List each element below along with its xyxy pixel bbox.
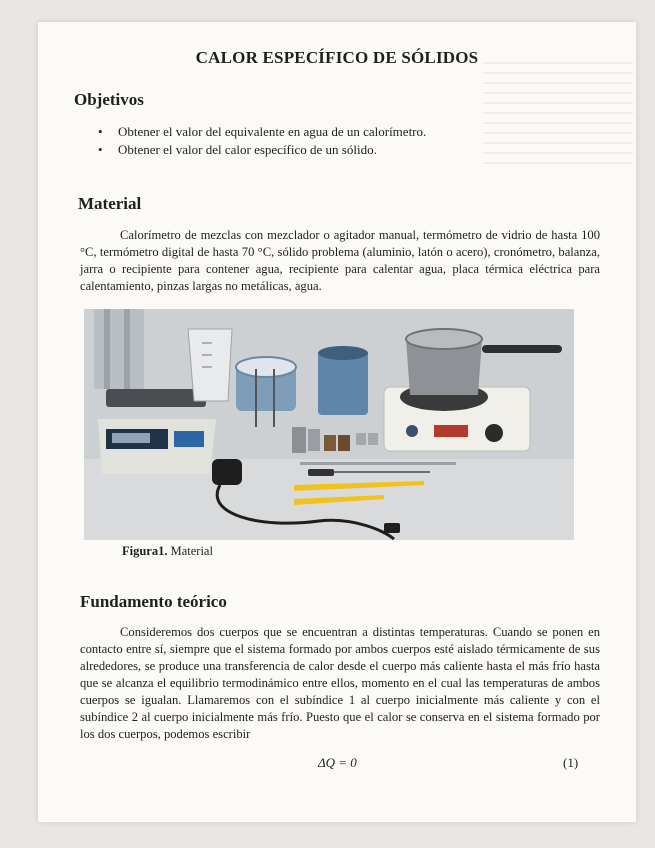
list-item-text: Obtener el valor del equivalente en agua de un calorímetro. (118, 124, 427, 139)
figure-label: Figura1. (122, 544, 168, 558)
bullet-dot-icon: • (98, 124, 103, 139)
list-item-text: Obtener el valor del calor específico de un sólido. (118, 142, 377, 157)
fundamento-heading: Fundamento teórico (80, 592, 227, 611)
list-item (96, 123, 426, 141)
bullet-dot-icon: • (98, 142, 103, 157)
material-photo (84, 309, 574, 540)
material-paragraph: Calorímetro de mezclas con mezclador o agitador manual, termómetro de vidrio de hasta 100 °C, termómetro digital de hasta 70 °C, sólido problema (aluminio, latón o acero), cronómetro, balanza, jarra o recipiente para contener agua, recipiente para calentar agua, placa térmica eléctrica para calentamiento, pinzas largas no metálicas, agua. (80, 228, 600, 293)
equation-number: (1) (563, 755, 579, 770)
objetivos-list (96, 123, 426, 159)
material-photo-illustration (84, 309, 574, 540)
bleed-through-text (483, 62, 633, 172)
fundamento-paragraph: Consideremos dos cuerpos que se encuentran a distintas temperaturas. Cuando se ponen en contacto entre sí, siempre que el sistema formado por ambos cuerpos esté aislado térmicamente de sus alrededores, se produce una transferencia de calor desde el cuerpo más caliente hasta el más frío hasta que se alcanza el equilibrio termodinámico entre ellos, momento en el cual las temperaturas de ambos cuerpos se igualan. Llamaremos con el subíndice 1 al cuerpo inicialmente más caliente y con el subíndice 2 al cuerpo inicialmente más frío. Puesto que el calor se conserva en el sistema formado por los dos cuerpos, podemos escribir (80, 625, 600, 741)
document-title: CALOR ESPECÍFICO DE SÓLIDOS (195, 48, 479, 67)
document-page (38, 22, 636, 822)
objetivos-heading: Objetivos (74, 90, 144, 109)
figure-caption-text: Material (167, 544, 213, 558)
list-item (96, 141, 426, 159)
material-heading: Material (78, 194, 142, 213)
equation: ΔQ = 0 (318, 755, 357, 770)
figure-caption (122, 544, 213, 559)
